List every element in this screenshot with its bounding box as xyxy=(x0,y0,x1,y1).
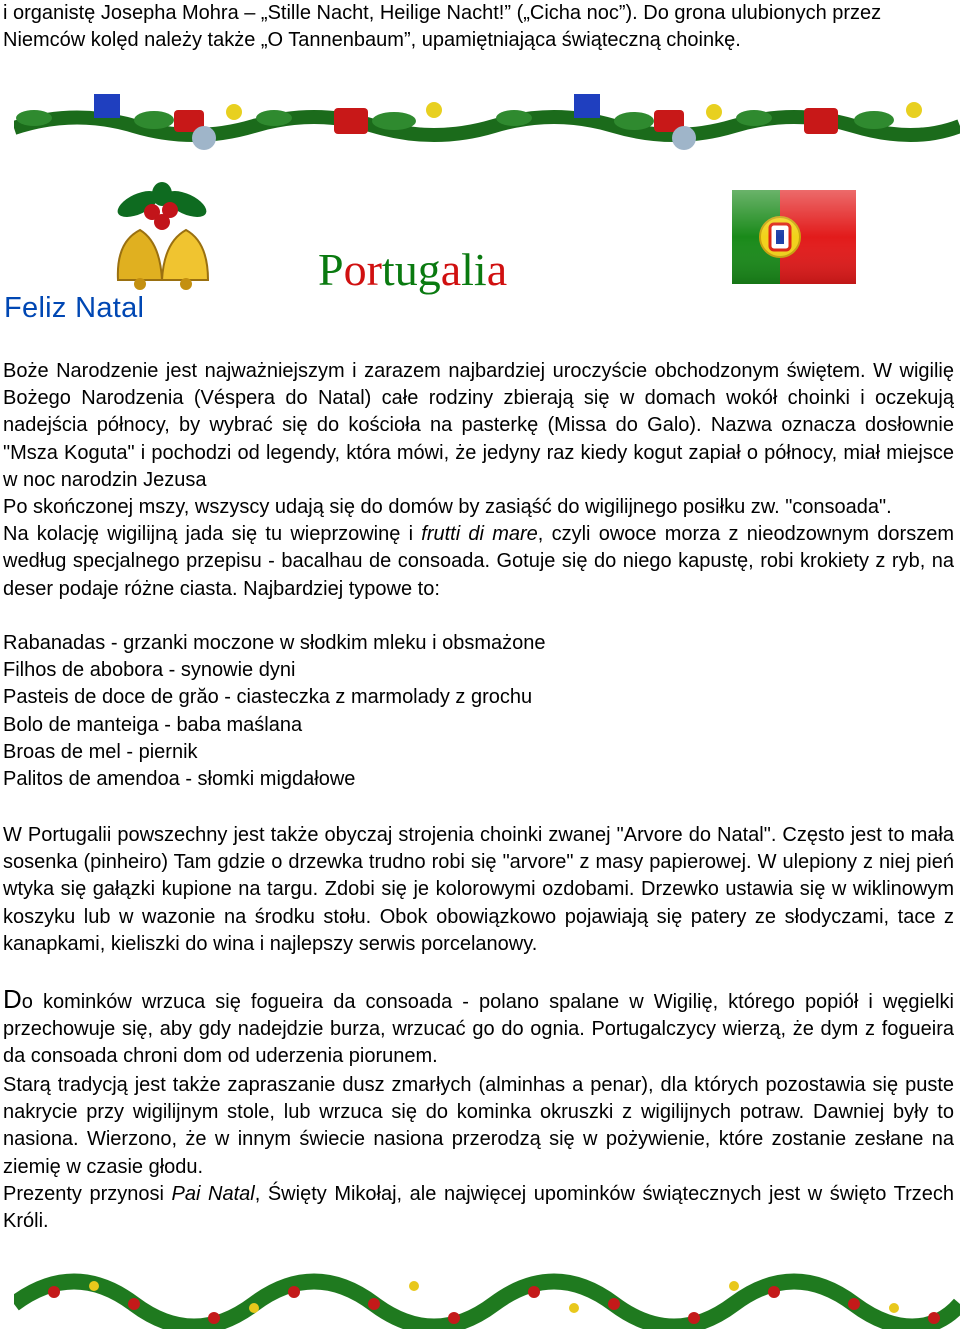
title-letter: i xyxy=(473,244,487,295)
paragraph-text: , czyli owoce morza z nieodzownym dorszem według specjalnego przepisu - bacalhau de consoada. Gotuje się do niego kapustę, robi krokiety z ryb, na deser podaje różne ciasta. Najbardziej typowe to: xyxy=(3,523,954,600)
log-paragraph xyxy=(3,986,954,1071)
christmas-bells-icon xyxy=(100,182,224,292)
gifts-paragraph xyxy=(3,1181,954,1235)
christmas-garland-image xyxy=(14,1264,960,1329)
list-item: Rabanadas - grzanki moczone w słodkim mleku i obsmażone xyxy=(3,632,546,654)
italic-text: frutti di mare xyxy=(421,523,538,546)
title-letter: g xyxy=(417,244,441,295)
title-letter: l xyxy=(461,244,474,295)
paragraph-text: Po skończonej mszy, wszyscy udają się do domów by zasiąść do wigilijnego posiłku zw. "consoada". xyxy=(3,496,892,519)
list-item: Pasteis de doce de grăo - ciasteczka z marmolady z grochu xyxy=(3,686,533,709)
title-letter: u xyxy=(394,244,418,295)
intro-paragraph: i organistę Josepha Mohra – „Stille Nacht, Heilige Nacht!” („Cicha noc”). Do grona ulubionych przez Niemców kolęd należy także „O Tannenbaum”, upamiętniająca świąteczną choinkę. xyxy=(3,2,882,52)
title-letter: a xyxy=(486,244,508,295)
paragraph-text: Na kolację wigilijną jada się tu wieprzowinę i xyxy=(3,523,422,546)
title-letter: a xyxy=(440,244,462,295)
title-letter: P xyxy=(318,244,344,295)
list-item: Filhos de abobora - synowie dyni xyxy=(3,659,296,682)
paragraph-text: Boże Narodzenie jest najważniejszym i zarazem najbardziej uroczyście obchodzonym świętem. W wigilię Bożego Narodzenia (Véspera do Natal) całe rodziny zbierają się w domach wokół choinki i oczekują nadejścia północy, by wybrać się do kościoła na pasterkę (Missa do Galo). Nazwa oznacza dosłownie "Msza Koguta" i pochodzi od legendy, która mówi, że jedyny raz kiedy kogut zapiał o północy, miał miejsce w noc narodzin Jezusa xyxy=(3,360,954,491)
list-item: Broas de mel - piernik xyxy=(3,740,198,763)
tree-paragraph: W Portugalii powszechny jest także obyczaj strojenia choinki zwanej "Arvore do Natal". Często jest to mała sosenka (pinheiro) Tam gdzie o drzewka trudno robi się "arvore" z masy papierowej. W ulepiony z niej pień wtyka się gałązki kupione na targu. Zdobi się je kolorowymi ozdobami. Drzewko ustawia się w wiklinowym koszyku lub w wazonie na środku stołu. Obok obowiązkowo pojawiają się patery ze słodyczami, tace z kanapkami, kieliszki do wina i najlepszy serwis porcelanowy. xyxy=(3,824,954,955)
italic-text: Pai Natal xyxy=(171,1183,255,1205)
dishes-list xyxy=(3,630,954,793)
list-item: Palitos de amendoa - słomki migdałowe xyxy=(3,768,356,791)
list-item: Bolo de manteiga - baba maślana xyxy=(3,713,303,736)
page-title xyxy=(318,240,507,300)
title-letter: o xyxy=(343,244,367,295)
paragraph-text: Prezenty przynosi xyxy=(3,1183,172,1205)
portugal-flag-icon xyxy=(732,190,856,284)
christmas-garland-image xyxy=(14,88,960,154)
greeting-text: Feliz Natal xyxy=(4,292,145,324)
souls-paragraph: Starą tradycją jest także zapraszanie dusz zmarłych (alminhas a penar), dla których pozostawia się puste nakrycie przy wigilijnym stole, lub wrzuca się do kominka okruszki z wigilijnych potraw. Dawniej były to nasiona. Wierzono, że w innym świecie nasiona przerodzą się w pożywienie, które zostanie zesłane na ziemię w czasie głodu. xyxy=(3,1074,954,1178)
paragraph-text: , Święty Mikołaj, ale najwięcej upominków świątecznych jest w święto Trzech Króli. xyxy=(3,1183,955,1233)
title-letter: t xyxy=(381,244,395,295)
title-letter: r xyxy=(366,244,382,295)
paragraph-text: o kominków wrzuca się fogueira da consoada - polano spalane w Wigilię, którego popiół i węgielki przechowuje się, aby gdy nadejdzie burza, wrzucać go do ognia. Portugalczycy wierzą, że dym z fogueira da consoada chroni dom od uderzenia piorunem. xyxy=(3,991,954,1068)
dropcap: D xyxy=(3,984,22,1014)
main-section xyxy=(3,358,954,603)
